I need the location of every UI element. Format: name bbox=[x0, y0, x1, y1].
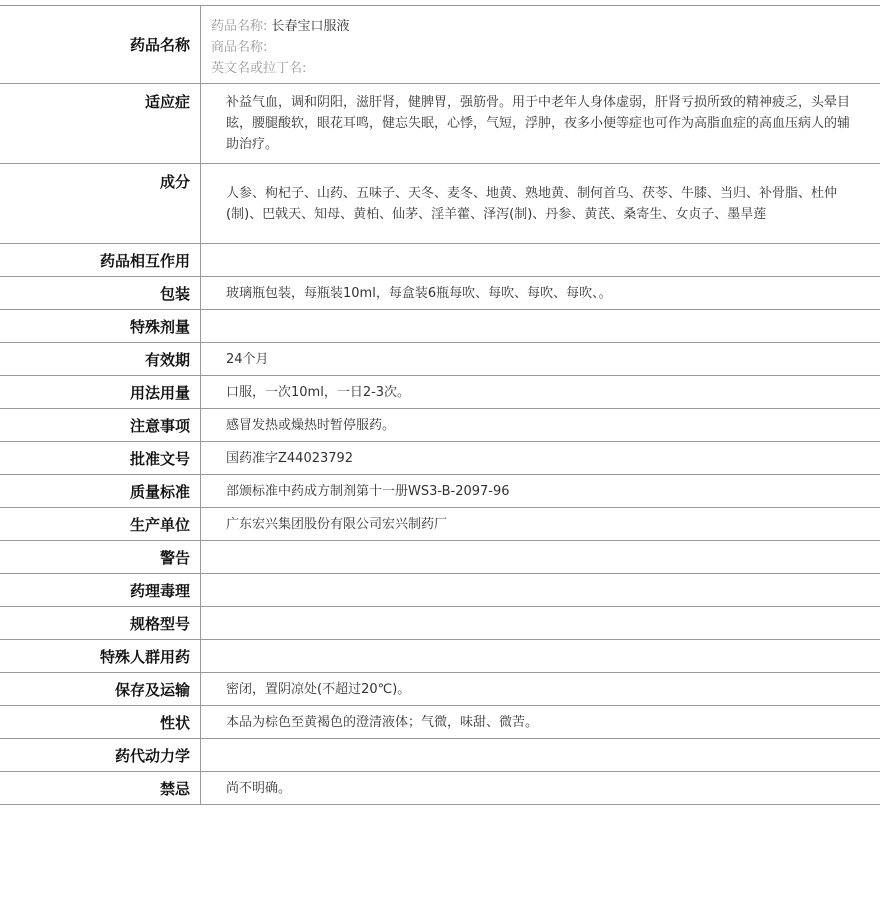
table-row bbox=[0, 574, 880, 607]
table-row bbox=[0, 409, 880, 442]
table-row bbox=[0, 310, 880, 343]
row-label: 药理毒理 bbox=[0, 574, 201, 607]
table-row bbox=[0, 640, 880, 673]
row-label: 特殊剂量 bbox=[0, 310, 201, 343]
row-label: 警告 bbox=[0, 541, 201, 574]
table-row bbox=[0, 508, 880, 541]
table-row bbox=[0, 541, 880, 574]
row-label: 成分 bbox=[0, 164, 201, 244]
row-label: 禁忌 bbox=[0, 772, 201, 805]
row-value: 24个月 bbox=[201, 343, 880, 376]
table-row bbox=[0, 6, 880, 84]
table-row bbox=[0, 164, 880, 244]
row-value bbox=[201, 244, 880, 277]
row-value bbox=[201, 310, 880, 343]
table-row bbox=[0, 84, 880, 164]
row-label: 药代动力学 bbox=[0, 739, 201, 772]
row-value: 广东宏兴集团股份有限公司宏兴制药厂 bbox=[201, 508, 880, 541]
row-label: 包装 bbox=[0, 277, 201, 310]
table-row bbox=[0, 673, 880, 706]
table-row bbox=[0, 772, 880, 805]
row-label: 用法用量 bbox=[0, 376, 201, 409]
row-value bbox=[201, 640, 880, 673]
drug-name-value: 长春宝口服液 bbox=[271, 19, 350, 34]
row-value bbox=[201, 541, 880, 574]
table-row bbox=[0, 706, 880, 739]
row-value: 补益气血，调和阴阳，滋肝肾，健脾胃，强筋骨。用于中老年人身体虚弱，肝肾亏损所致的精神疲乏，头晕目眩，腰腿酸软，眼花耳鸣，健忘失眠，心悸，气短，浮肿，夜多小便等症也可作为高脂血症的高血压病人的辅助治疗。 bbox=[201, 84, 880, 164]
drug-name-label: 药品名称: bbox=[211, 19, 268, 34]
row-label: 质量标准 bbox=[0, 475, 201, 508]
drug-name-line bbox=[211, 16, 856, 37]
row-value bbox=[201, 607, 880, 640]
table-row bbox=[0, 607, 880, 640]
table-row bbox=[0, 343, 880, 376]
table-row bbox=[0, 376, 880, 409]
row-label: 保存及运输 bbox=[0, 673, 201, 706]
row-label: 注意事项 bbox=[0, 409, 201, 442]
row-value: 人参、枸杞子、山药、五味子、天冬、麦冬、地黄、熟地黄、制何首乌、茯苓、牛膝、当归、补骨脂、杜仲(制)、巴戟天、知母、黄柏、仙茅、淫羊藿、泽泻(制)、丹参、黄芪、桑寄生、女贞子、墨旱莲 bbox=[201, 164, 880, 244]
row-label: 药品相互作用 bbox=[0, 244, 201, 277]
drug-names-cell bbox=[201, 6, 880, 84]
drug-info-table bbox=[0, 5, 880, 805]
row-value: 部颁标准中药成方制剂第十一册WS3-B-2097-96 bbox=[201, 475, 880, 508]
english-name-label: 英文名或拉丁名: bbox=[211, 61, 307, 76]
table-row bbox=[0, 277, 880, 310]
table-row bbox=[0, 442, 880, 475]
row-label: 生产单位 bbox=[0, 508, 201, 541]
row-label: 特殊人群用药 bbox=[0, 640, 201, 673]
row-value: 密闭，置阴凉处(不超过20℃)。 bbox=[201, 673, 880, 706]
row-label: 适应症 bbox=[0, 84, 201, 164]
row-label: 规格型号 bbox=[0, 607, 201, 640]
row-value: 尚不明确。 bbox=[201, 772, 880, 805]
product-name-label: 商品名称: bbox=[211, 40, 268, 55]
row-value: 口服，一次10ml，一日2-3次。 bbox=[201, 376, 880, 409]
row-value bbox=[201, 574, 880, 607]
row-label: 有效期 bbox=[0, 343, 201, 376]
table-row bbox=[0, 244, 880, 277]
row-label: 批准文号 bbox=[0, 442, 201, 475]
row-value: 感冒发热或燥热时暂停服药。 bbox=[201, 409, 880, 442]
row-value: 玻璃瓶包装，每瓶装10ml，每盒装6瓶每吹、每吹、每吹、每吹、。 bbox=[201, 277, 880, 310]
table-row bbox=[0, 475, 880, 508]
table-row bbox=[0, 739, 880, 772]
row-value bbox=[201, 739, 880, 772]
row-value: 本品为棕色至黄褐色的澄清液体；气微，味甜、微苦。 bbox=[201, 706, 880, 739]
row-value: 国药准字Z44023792 bbox=[201, 442, 880, 475]
row-label: 药品名称 bbox=[0, 6, 201, 84]
row-label: 性状 bbox=[0, 706, 201, 739]
